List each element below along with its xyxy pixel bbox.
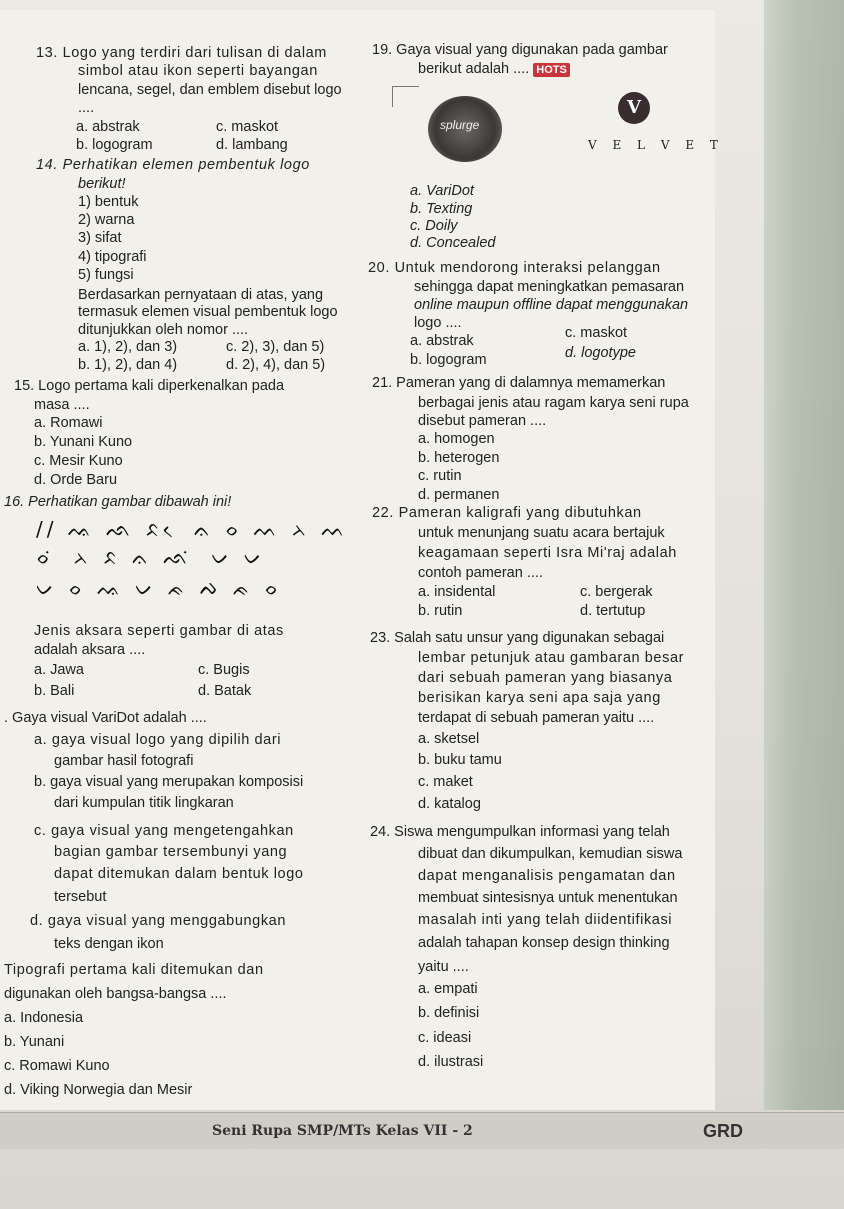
q14-option-c: c. 2), 3), dan 5) — [226, 339, 325, 355]
q22-stem: contoh pameran .... — [418, 565, 543, 581]
q19-stem-text: berikut adalah .... — [418, 61, 530, 77]
q22-stem: keagamaan seperti Isra Mi'raj adalah — [418, 545, 677, 561]
q13-option-c: c. maskot — [216, 119, 279, 135]
q14-stem: termasuk elemen visual pembentuk logo — [78, 304, 338, 320]
q17-option-b: dari kumpulan titik lingkaran — [54, 795, 234, 811]
q14-item: 2) warna — [78, 212, 135, 228]
q24-stem: masalah inti yang telah diidentifikasi — [418, 912, 673, 928]
q18-option-d: d. Viking Norwegia dan Mesir — [4, 1082, 193, 1098]
q17-option-c: tersebut — [54, 889, 107, 905]
q17-option-d: d. gaya visual yang menggabungkan — [30, 913, 286, 929]
q13-option-b: b. logogram — [76, 137, 153, 153]
q20-option-b: b. logogram — [410, 352, 487, 368]
footer-code: GRD — [703, 1121, 743, 1141]
q23-stem: terdapat di sebuah pameran yaitu .... — [418, 710, 655, 726]
q16-option-b: b. Bali — [34, 683, 75, 699]
q24-option-c: c. ideasi — [418, 1030, 472, 1046]
q17-option-a: gambar hasil fotografi — [54, 753, 194, 769]
q14-item: 5) fungsi — [78, 267, 134, 283]
q13-option-a: a. abstrak — [76, 119, 140, 135]
q21-stem: berbagai jenis atau ragam karya seni rupa — [418, 395, 689, 411]
q24-option-b: b. definisi — [418, 1005, 480, 1021]
q13-option-d: d. lambang — [216, 137, 288, 153]
q14-option-a: a. 1), 2), dan 3) — [78, 339, 178, 355]
v-logo: V — [618, 92, 650, 124]
q14-option-d: d. 2), 4), dan 5) — [226, 357, 326, 373]
q24-stem: dibuat dan dikumpulkan, kemudian siswa — [418, 846, 683, 862]
aksara-line: ᨆ ᨔ ᨕ ᨆ ᨃ ᨄ ᨃ ᨔ — [36, 576, 283, 600]
q20-stem: online maupun offline dapat menggunakan — [414, 297, 689, 313]
q16-stem: adalah aksara .... — [34, 642, 146, 658]
q23-option-b: b. buku tamu — [418, 752, 502, 768]
q15-option-a: a. Romawi — [34, 415, 103, 431]
q23-stem: dari sebuah pameran yang biasanya — [418, 670, 673, 686]
q16-option-a: a. Jawa — [34, 662, 84, 678]
q19-option-c: c. Doily — [410, 218, 458, 234]
q18-option-b: b. Yunani — [4, 1034, 65, 1050]
q16-stem: 16. Perhatikan gambar dibawah ini! — [4, 494, 232, 510]
q19-option-d: d. Concealed — [410, 235, 496, 251]
q15-option-d: d. Orde Baru — [34, 472, 118, 488]
q21-option-d: d. permanen — [418, 487, 500, 503]
q17-option-c: dapat ditemukan dalam bentuk logo — [54, 866, 304, 882]
q14-item: 3) sifat — [78, 230, 122, 246]
q24-stem: 24. Siswa mengumpulkan informasi yang telah — [370, 824, 670, 840]
q14-stem: Berdasarkan pernyataan di atas, yang — [78, 287, 324, 303]
cover-edge — [764, 0, 844, 1110]
hots-badge: HOTS — [533, 63, 570, 77]
q18-stem: digunakan oleh bangsa-bangsa .... — [4, 986, 227, 1002]
q14-stem: 14. Perhatikan elemen pembentuk logo — [36, 157, 310, 173]
q21-option-b: b. heterogen — [418, 450, 500, 466]
q20-option-c: c. maskot — [565, 325, 628, 341]
q18-stem: Tipografi pertama kali ditemukan dan — [4, 962, 264, 978]
q19-stem — [418, 61, 570, 77]
q16-option-d: d. Batak — [198, 683, 252, 699]
splurge-logo — [428, 96, 502, 162]
q19-option-b: b. Texting — [410, 201, 473, 217]
velvet-logo: V E L V E T — [588, 138, 724, 152]
aksara-line: ᨔ ᨗ ᨂ ᨅ ᨊ ᨒ ᨗ ᨆ ᨆ — [36, 545, 266, 569]
q17-option-a: a. gaya visual logo yang dipilih dari — [34, 732, 282, 748]
q17-stem: . Gaya visual VariDot adalah .... — [4, 710, 207, 726]
q17-option-d: teks dengan ikon — [54, 936, 164, 952]
q14-item: 1) bentuk — [78, 194, 139, 210]
q24-stem: membuat sintesisnya untuk menentukan — [418, 890, 678, 906]
q23-option-a: a. sketsel — [418, 731, 480, 747]
q24-stem: yaitu .... — [418, 959, 469, 975]
q17-option-c: c. gaya visual yang mengetengahkan — [34, 823, 294, 839]
q18-option-a: a. Indonesia — [4, 1010, 84, 1026]
q13-stem: lencana, segel, dan emblem disebut logo — [78, 82, 342, 98]
q20-option-d: d. logotype — [565, 345, 636, 361]
q24-option-a: a. empati — [418, 981, 478, 997]
q22-option-c: c. bergerak — [580, 584, 653, 600]
q23-option-c: c. maket — [418, 774, 473, 790]
q21-stem: disebut pameran .... — [418, 413, 547, 429]
q22-option-a: a. insidental — [418, 584, 496, 600]
q13-stem: 13. Logo yang terdiri dari tulisan di dalam — [36, 45, 327, 61]
q21-stem: 21. Pameran yang di dalamnya memamerkan — [372, 375, 666, 391]
q17-option-b: b. gaya visual yang merupakan komposisi — [34, 774, 304, 790]
q20-stem: 20. Untuk mendorong interaksi pelanggan — [368, 260, 661, 276]
q15-stem: masa .... — [34, 397, 90, 413]
q16-stem: Jenis aksara seperti gambar di atas — [34, 623, 284, 639]
q15-stem: 15. Logo pertama kali diperkenalkan pada — [14, 378, 285, 394]
q14-stem: berikut! — [78, 176, 126, 192]
logo-placeholder — [392, 86, 419, 107]
splurge-logo-text: splurge — [440, 118, 480, 132]
q23-stem: 23. Salah satu unsur yang digunakan sebagai — [370, 630, 665, 646]
q16-option-c: c. Bugis — [198, 662, 250, 678]
aksara-line: // ᨕ ᨒ ᨅ ᨙ ᨊ ᨔ ᨓ ᨂ ᨓ — [36, 517, 350, 541]
q20-stem: logo .... — [414, 315, 462, 331]
q14-item: 4) tipografi — [78, 249, 147, 265]
q15-option-b: b. Yunani Kuno — [34, 434, 133, 450]
q13-stem: simbol atau ikon seperti bayangan — [78, 63, 318, 79]
q19-stem: 19. Gaya visual yang digunakan pada gambar — [372, 42, 668, 58]
q22-stem: untuk menunjang suatu acara bertajuk — [418, 525, 665, 541]
q14-option-b: b. 1), 2), dan 4) — [78, 357, 178, 373]
q17-option-c: bagian gambar tersembunyi yang — [54, 844, 288, 860]
q23-stem: lembar petunjuk atau gambaran besar — [418, 650, 685, 666]
q24-option-d: d. ilustrasi — [418, 1054, 484, 1070]
q23-option-d: d. katalog — [418, 796, 481, 812]
q15-option-c: c. Mesir Kuno — [34, 453, 123, 469]
q18-option-c: c. Romawi Kuno — [4, 1058, 110, 1074]
page-footer — [0, 1112, 844, 1149]
q20-option-a: a. abstrak — [410, 333, 474, 349]
q14-stem: ditunjukkan oleh nomor .... — [78, 322, 249, 338]
q21-option-a: a. homogen — [418, 431, 495, 447]
q22-stem: 22. Pameran kaligrafi yang dibutuhkan — [372, 505, 642, 521]
footer-title: Seni Rupa SMP/MTs Kelas VII - 2 — [212, 1123, 473, 1139]
q23-stem: berisikan karya seni apa saja yang — [418, 690, 661, 706]
q20-stem: sehingga dapat meningkatkan pemasaran — [414, 279, 685, 295]
q22-option-b: b. rutin — [418, 603, 463, 619]
q24-stem: dapat menganalisis pengamatan dan — [418, 868, 676, 884]
q21-option-c: c. rutin — [418, 468, 462, 484]
q24-stem: adalah tahapan konsep design thinking — [418, 935, 670, 951]
q22-option-d: d. tertutup — [580, 603, 646, 619]
q13-stem: .... — [78, 100, 95, 116]
q19-option-a: a. VariDot — [410, 183, 474, 199]
